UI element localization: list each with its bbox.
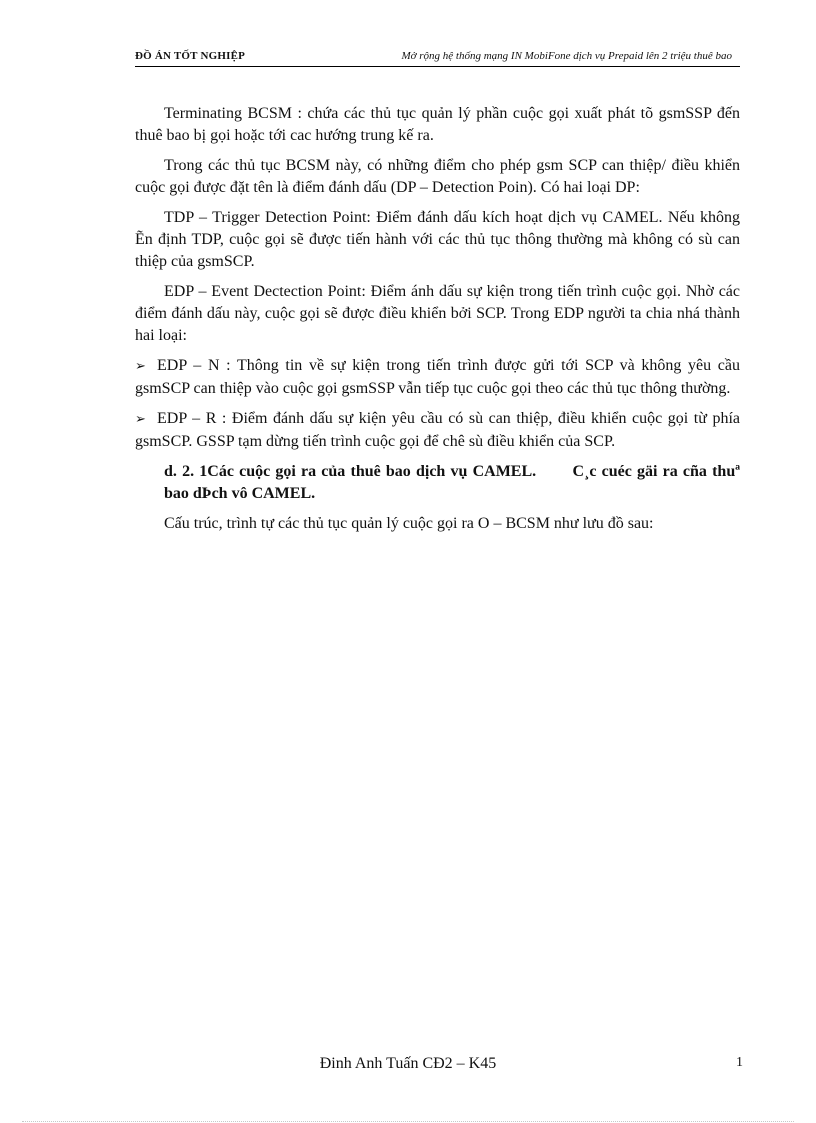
paragraph-tdp: TDP – Trigger Detection Point: Điểm đánh dấu kích hoạt dịch vụ CAMEL. Nếu không Ẽn định TDP, cuộc gọi sẽ được tiến hành với các thủ tục thông thường mà không có sù can thiệp của gsmSCP. bbox=[135, 209, 740, 270]
paragraph-detection-points: Trong các thủ tục BCSM này, có những điểm cho phép gsm SCP can thiệp/ điều khiển cuộc gọi được đặt tên là điểm đánh dấu (DP – Detection Poin). Có hai loại DP: bbox=[135, 157, 740, 196]
bullet-edp-n bbox=[135, 355, 740, 400]
arrow-bullet-icon: ➢ bbox=[135, 359, 146, 374]
page-bottom-divider bbox=[22, 1121, 794, 1122]
footer-author: Đinh Anh Tuấn CĐ2 – K45 bbox=[319, 1055, 497, 1072]
section-heading bbox=[164, 461, 740, 505]
arrow-bullet-icon: ➢ bbox=[135, 412, 146, 427]
paragraph-closing: Cấu trúc, trình tự các thủ tục quản lý cuộc gọi ra O – BCSM như lưu đồ sau: bbox=[164, 515, 654, 532]
bullet-edp-r bbox=[135, 408, 740, 453]
document-body bbox=[135, 103, 740, 543]
page-header bbox=[135, 48, 740, 67]
paragraph-edp: EDP – Event Dectection Point: Điểm ánh dấu sự kiện trong tiến trình cuộc gọi. Nhờ các điểm đánh dấu này, cuộc gọi sẽ được điều khiển bởi SCP. Trong EDP người ta chia nhá thành hai loại: bbox=[135, 283, 740, 344]
bullet-edp-r-text: EDP – R : Điểm đánh dấu sự kiện yêu cầu có sù can thiệp, điều khiển cuộc gọi từ phía gsmSCP. GSSP tạm dừng tiến trình cuộc gọi để chê sù điều khiển của SCP. bbox=[135, 410, 740, 450]
paragraph-terminating-bcsm: Terminating BCSM : chứa các thủ tục quản lý phần cuộc gọi xuất phát tõ gsmSSP đến thuê bao bị gọi hoặc tới cac hướng trung kế ra. bbox=[135, 105, 740, 144]
page-number: 1 bbox=[736, 1055, 743, 1070]
bullet-edp-n-text: EDP – N : Thông tin về sự kiện trong tiến trình được gửi tới SCP và không yêu cầu gsmSCP can thiệp vào cuộc gọi gsmSSP vẫn tiếp tục cuộc gọi theo các thủ tục thông thường. bbox=[135, 357, 740, 397]
section-heading-garbled: C¸c cuéc gäi ra cña thuª bao dÞch vô CAMEL. bbox=[164, 463, 741, 502]
header-title: ĐỒ ÁN TỐT NGHIỆP bbox=[135, 50, 246, 62]
header-subtitle: Mở rộng hệ thống mạng IN MobiFone dịch vụ Prepaid lên 2 triệu thuê bao bbox=[401, 50, 732, 62]
section-heading-text: d. 2. 1Các cuộc gọi ra của thuê bao dịch vụ CAMEL. bbox=[164, 463, 537, 480]
